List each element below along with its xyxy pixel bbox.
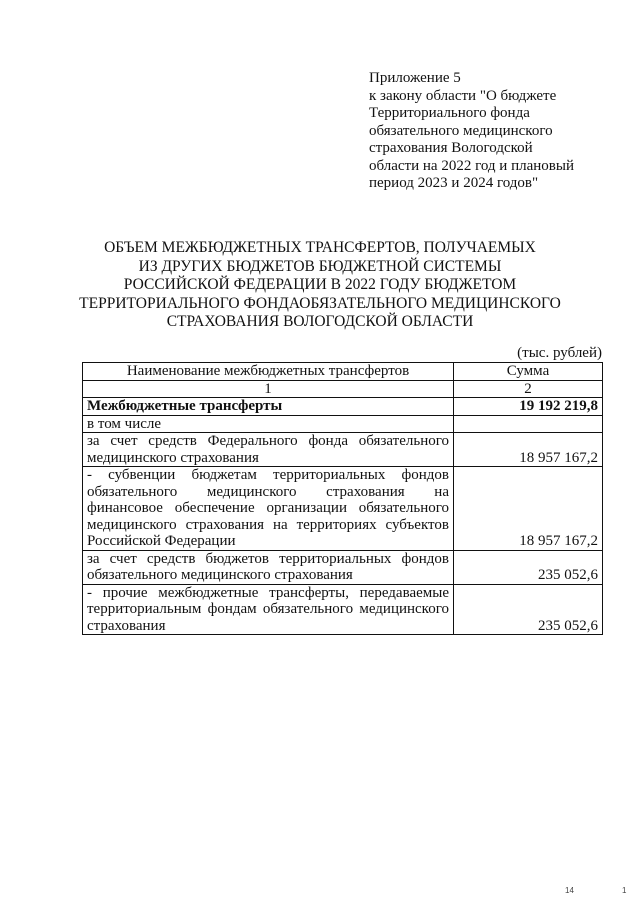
header-amount: Сумма — [454, 363, 603, 381]
title-line: РОССИЙСКОЙ ФЕДЕРАЦИИ В 2022 ГОДУ БЮДЖЕТОМ — [123, 276, 517, 293]
row-amount: 235 052,6 — [454, 584, 603, 635]
appendix-line: к закону области "О бюджете — [369, 87, 557, 104]
row-amount: 18 957 167,2 — [454, 467, 603, 551]
table-row — [83, 467, 603, 551]
table-row — [83, 433, 603, 467]
table-row — [83, 584, 603, 635]
appendix-line: обязательного медицинского — [369, 122, 553, 139]
row-name: Межбюджетные трансферты — [83, 398, 454, 416]
title-line: СТРАХОВАНИЯ ВОЛОГОДСКОЙ ОБЛАСТИ — [166, 313, 474, 330]
row-name: за счет средств Федерального фонда обязательного медицинского страхования — [83, 433, 454, 467]
appendix-line: Приложение 5 — [369, 70, 461, 86]
transfers-table — [82, 362, 603, 635]
table-row — [83, 398, 603, 416]
row-amount: 19 192 219,8 — [454, 398, 603, 416]
appendix-line: период 2023 и 2024 годов" — [369, 175, 539, 191]
page-mark: 14 — [565, 886, 574, 895]
table-row — [83, 415, 603, 433]
row-amount: 18 957 167,2 — [454, 433, 603, 467]
title-line: ИЗ ДРУГИХ БЮДЖЕТОВ БЮДЖЕТНОЙ СИСТЕМЫ — [138, 257, 502, 275]
table-header-row — [83, 363, 603, 381]
row-amount — [454, 415, 603, 433]
title-line: ТЕРРИТОРИАЛЬНОГО ФОНДАОБЯЗАТЕЛЬНОГО МЕДИЦИНСКОГО — [79, 294, 561, 312]
document-title — [60, 239, 580, 332]
row-name: в том числе — [83, 415, 454, 433]
row-amount: 235 052,6 — [454, 550, 603, 584]
units-label: (тыс. рублей) — [517, 345, 602, 361]
table-row — [83, 550, 603, 584]
page-mark: 1 — [622, 886, 627, 895]
title-line: ОБЪЕМ МЕЖБЮДЖЕТНЫХ ТРАНСФЕРТОВ, ПОЛУЧАЕМЫХ — [104, 239, 536, 256]
appendix-line: страхования Вологодской — [369, 140, 533, 156]
appendix-line: области на 2022 год и плановый — [369, 157, 574, 174]
row-name: - субвенции бюджетам территориальных фондов обязательного медицинского страхования на финансовое обеспечение организации обязательного медицинского страхования на территориях субъектов Российской Федерации — [83, 467, 454, 551]
column-number-row — [83, 380, 603, 398]
column-number-1: 1 — [83, 380, 454, 398]
appendix-reference — [369, 70, 619, 193]
row-name: за счет средств бюджетов территориальных фондов обязательного медицинского страхования — [83, 550, 454, 584]
appendix-line: Территориального фонда — [369, 105, 530, 121]
header-name: Наименование межбюджетных трансфертов — [83, 363, 454, 381]
row-name: - прочие межбюджетные трансферты, передаваемые территориальным фондам обязательного медицинского страхования — [83, 584, 454, 635]
column-number-2: 2 — [454, 380, 603, 398]
